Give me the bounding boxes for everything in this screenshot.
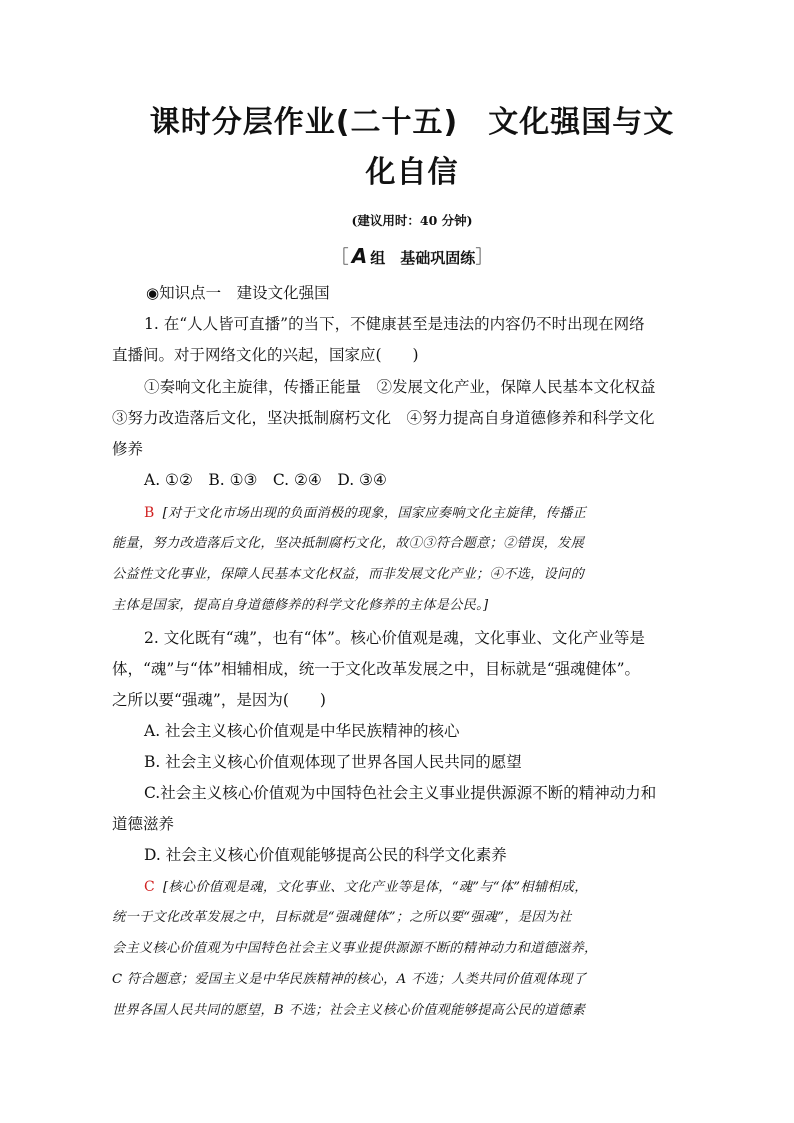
time-hint: (建议用时：40 分钟) xyxy=(351,213,473,228)
q1-options-line3: 修养 xyxy=(112,440,144,458)
q1-options-line2: ③努力改造落后文化，坚决抵制腐朽文化 ④努力提高自身道德修养和科学文化 xyxy=(112,409,655,427)
bracket-close: ］ xyxy=(475,247,494,268)
q2-stem-line3: 之所以要“强魂”，是因为( ) xyxy=(112,691,326,709)
q1-explanation-line1 xyxy=(112,503,684,524)
q2-option-c-line2: 道德滋养 xyxy=(112,815,175,833)
group-heading xyxy=(112,243,712,269)
group-label: 组 基础巩固练 xyxy=(370,249,476,267)
q2-option-b: B. 社会主义核心价值观体现了世界各国人民共同的愿望 xyxy=(144,753,522,771)
bullet-icon: ◉ xyxy=(146,284,160,302)
q1-stem-line2: 直播间。对于网络文化的兴起，国家应( ) xyxy=(112,346,419,364)
q1-options-line1: ①奏响文化主旋律，传播正能量 ②发展文化产业，保障人民基本文化权益 xyxy=(144,378,656,396)
q2-option-d: D. 社会主义核心价值观能够提高公民的科学文化素养 xyxy=(144,846,507,864)
title-part1: 课时分层作业(二十五) xyxy=(149,105,459,140)
q1-choices: A. ①② B. ①③ C. ②④ D. ③④ xyxy=(144,471,387,489)
q2-expl-text1: [核心价值观是魂，文化事业、文化产业等是体，“魂”与“体”相辅相成， xyxy=(163,880,588,895)
title-part2: 文化强国与文 xyxy=(488,105,675,140)
q2-explanation-line4: C 符合题意；爱国主义是中华民族精神的核心，A 不选；人类共同价值观体现了 xyxy=(112,972,587,987)
section-heading xyxy=(146,283,718,303)
q2-option-c-line1: C.社会主义核心价值观为中国特色社会主义事业提供源源不断的精神动力和 xyxy=(144,784,657,802)
q2-explanation-line5: 世界各国人民共同的愿望，B 不选；社会主义核心价值观能够提高公民的道德素 xyxy=(112,1003,586,1018)
q2-stem-line1: 2. 文化既有“魂”，也有“体”。核心价值观是魂，文化事业、文化产业等是 xyxy=(144,629,645,647)
q2-answer-letter: C xyxy=(144,879,156,895)
q2-option-a: A. 社会主义核心价值观是中华民族精神的核心 xyxy=(144,722,460,740)
q2-explanation-line1 xyxy=(112,877,684,898)
page-title xyxy=(112,100,712,146)
q2-explanation-line3: 会主义核心价值观为中国特色社会主义事业提供源源不断的精神动力和道德滋养， xyxy=(112,941,598,956)
q2-stem-line2: 体，“魂”与“体”相辅相成，统一于文化改革发展之中，目标就是“强魂健体”。 xyxy=(112,660,641,678)
q1-explanation-line2: 能量，努力改造落后文化，坚决抵制腐朽文化，故①③符合题意；②错误，发展 xyxy=(112,536,585,551)
q1-answer-letter: B xyxy=(144,505,155,521)
group-letter: A xyxy=(351,244,368,268)
q1-stem-line1: 1. 在“人人皆可直播”的当下，不健康甚至是违法的内容仍不时出现在网络 xyxy=(144,315,645,333)
page-title-line2: 化自信 xyxy=(365,155,459,190)
q1-explanation-line3: 公益性文化事业，保障人民基本文化权益，而非发展文化产业；④不选，设问的 xyxy=(112,567,585,582)
q1-explanation-line4: 主体是国家，提高自身道德修养的科学文化修养的主体是公民。] xyxy=(112,598,489,613)
section-label: 知识点一 建设文化强国 xyxy=(159,284,330,302)
q2-explanation-line2: 统一于文化改革发展之中，目标就是“强魂健体”；之所以要“强魂”，是因为社 xyxy=(112,910,572,925)
bracket-open: ［ xyxy=(330,247,349,268)
q1-expl-text1: [对于文化市场出现的负面消极的现象，国家应奏响文化主旋律，传播正 xyxy=(162,506,587,521)
